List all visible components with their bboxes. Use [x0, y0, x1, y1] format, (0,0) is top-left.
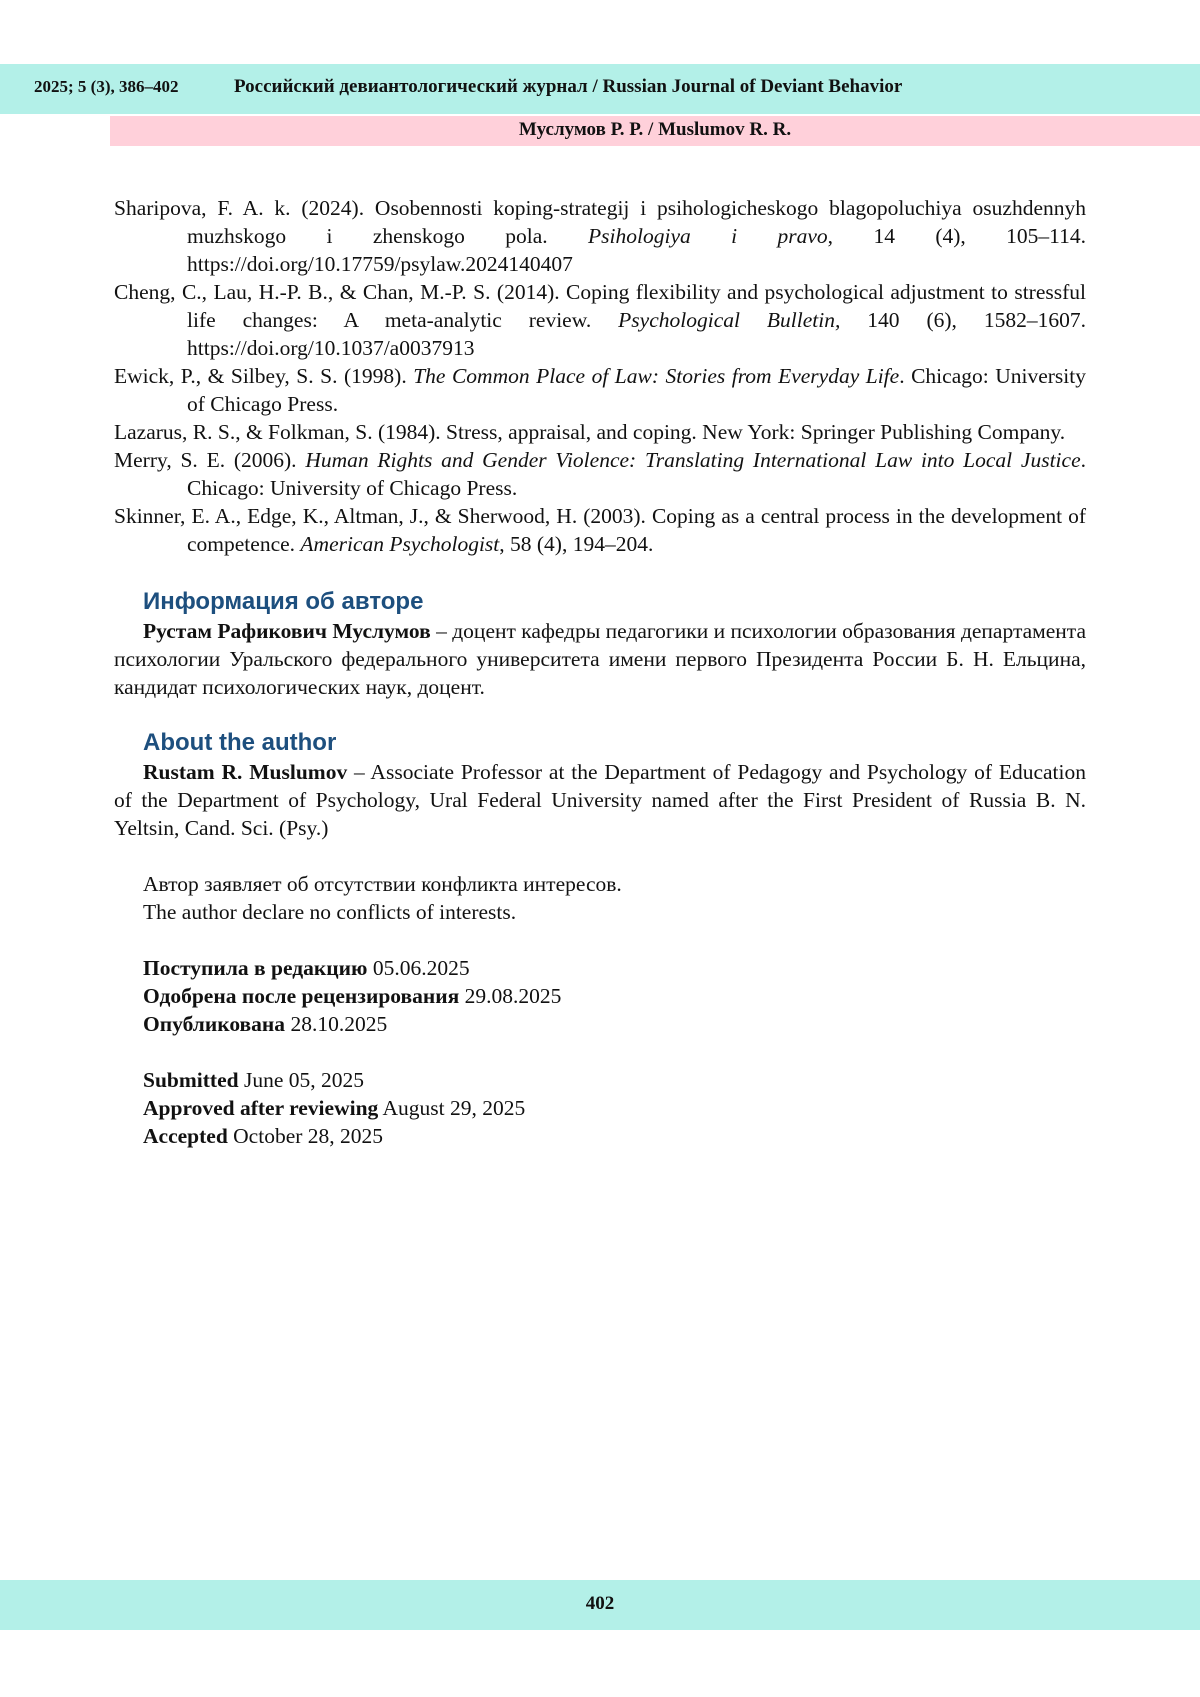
author-name-en: Rustam R. Muslumov	[143, 760, 348, 784]
date-submitted-en: Submitted June 05, 2025	[143, 1068, 364, 1092]
reference-item: Lazarus, R. S., & Folkman, S. (1984). Stress, appraisal, and coping. New York: Springer Publishing Company.	[114, 420, 1066, 444]
date-accepted-en: Accepted October 28, 2025	[143, 1124, 384, 1148]
page-content	[114, 194, 1086, 1150]
running-authors: Муслумов Р. Р. / Muslumov R. R.	[518, 119, 792, 140]
date-published-ru: Опубликована 28.10.2025	[143, 1012, 388, 1036]
reference-item: Ewick, P., & Silbey, S. S. (1998). The Common Place of Law: Stories from Everyday Life. Chicago: University of Chicago Press.	[114, 364, 1086, 416]
author-info-ru-text: Рустам Рафикович Муслумов – доцент кафедры педагогики и психологии образования департамента психологии Уральского федерального университета имени первого Президента России Б. Н. Ельцина, кандидат психологических наук, доцент.	[114, 619, 1086, 699]
author-info-ru-title: Информация об авторе	[143, 588, 424, 615]
date-approved-en: Approved after reviewing August 29, 2025	[143, 1096, 526, 1120]
issue-info: 2025; 5 (3), 386–402	[34, 77, 179, 96]
reference-item: Cheng, C., Lau, H.-P. B., & Chan, M.-P. S. (2014). Coping flexibility and psychological adjustment to stressful life changes: A meta-analytic review. Psychological Bulletin, 140 (6), 1582–1607. https://doi.org/10.1037/a0037913	[114, 280, 1086, 360]
running-header	[0, 64, 1200, 114]
reference-item: Sharipova, F. A. k. (2024). Osobennosti koping-strategij i psihologicheskogo blagopoluchiya osuzhdennyh muzhskogo i zhenskogo pola. Psihologiya i pravo, 14 (4), 105–114. https://doi.org/10.17759/psylaw.2024140407	[114, 196, 1086, 276]
conflict-statement-ru: Автор заявляет об отсутствии конфликта интересов.	[143, 872, 622, 896]
page-footer	[0, 1580, 1200, 1630]
author-header	[110, 116, 1200, 146]
reference-list	[114, 194, 1086, 558]
author-info-en-title: About the author	[143, 729, 337, 756]
reference-item: Merry, S. E. (2006). Human Rights and Gender Violence: Translating International Law into Local Justice. Chicago: University of Chicago Press.	[114, 448, 1086, 500]
author-info-en-text: Rustam R. Muslumov – Associate Professor at the Department of Pedagogy and Psychology of Education of the Department of Psychology, Ural Federal University named after the First President of Russia B. N. Yeltsin, Cand. Sci. (Psy.)	[114, 760, 1086, 840]
page-number: 402	[585, 1593, 615, 1614]
author-name-ru: Рустам Рафикович Муслумов	[143, 619, 431, 643]
date-approved-ru: Одобрена после рецензирования 29.08.2025	[143, 984, 562, 1008]
conflict-statement-en: The author declare no conflicts of interests.	[143, 900, 517, 924]
journal-title: Российский девиантологический журнал / Russian Journal of Deviant Behavior	[234, 76, 903, 97]
date-submitted-ru: Поступила в редакцию 05.06.2025	[143, 956, 470, 980]
reference-item: Skinner, E. A., Edge, K., Altman, J., & Sherwood, H. (2003). Coping as a central process in the development of competence. American Psychologist, 58 (4), 194–204.	[114, 504, 1086, 556]
